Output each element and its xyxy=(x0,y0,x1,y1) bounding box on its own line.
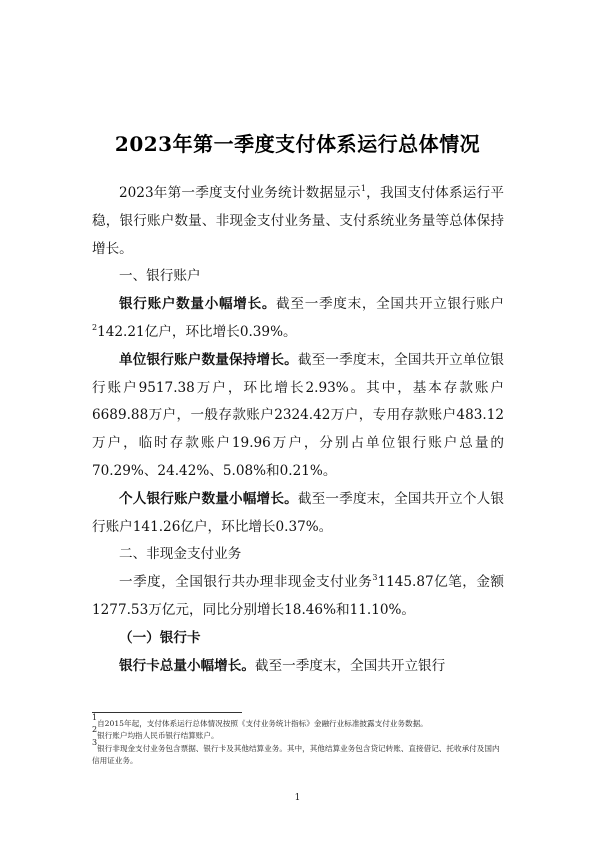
footnote-2 xyxy=(92,725,504,742)
subheading-bank-cards-label: （一）银行卡 xyxy=(119,629,201,646)
lead-unit-accounts: 单位银行账户数量保持增长。 xyxy=(119,351,298,368)
paragraph-noncash-payments xyxy=(92,569,504,625)
page-number: 1 xyxy=(294,793,301,803)
text-noncash-2: 1145.87亿笔，金额1277.53万亿元，同比分别增长18.46%和11.10%。 xyxy=(92,574,505,618)
footnote-ref-1: 1 xyxy=(360,184,366,193)
footnote-ref-2: 2 xyxy=(92,322,98,332)
lead-bank-cards: 银行卡总量小幅增长。 xyxy=(119,657,255,674)
paragraph-bank-cards xyxy=(92,653,504,681)
subheading-bank-cards xyxy=(92,625,504,653)
intro-text-2: ，我国支付体系运行平稳，银行账户数量、非现金支付业务量、支付系统业务量等总体保持增长。 xyxy=(92,185,504,257)
footnote-ref-3: 3 xyxy=(372,573,378,583)
text-bank-accounts-2: 142.21亿户，环比增长0.39%。 xyxy=(97,323,297,340)
lead-personal-accounts: 个人银行账户数量小幅增长。 xyxy=(119,490,298,507)
text-unit-accounts: 截至一季度末，全国共开立单位银行账户9517.38万户，环比增长2.93%。其中，基本存款账户6689.88万户，一般存款账户2324.42万户，专用存款账户483.12万户，临时存款账户19.96万户，分别占单位银行账户总量的70.29%、24.42%、5.08%和0.21%。 xyxy=(92,351,505,479)
footnote-2-text: 银行账户均指人民币银行结算账户。 xyxy=(97,731,219,741)
section-heading-noncash-payments: 二、非现金支付业务 xyxy=(119,546,242,563)
paragraph-personal-accounts xyxy=(92,486,504,542)
footnote-3-num: 3 xyxy=(92,737,98,747)
paragraph-bank-accounts xyxy=(92,291,504,347)
footnote-1 xyxy=(92,713,504,730)
text-bank-accounts-1: 截至一季度末，全国共开立银行账户 xyxy=(276,296,505,313)
footnote-1-num: 1 xyxy=(92,713,98,722)
footnote-divider xyxy=(92,712,242,713)
footnote-3-text: 银行非现金支付业务包含票据、银行卡及其他结算业务。其中，其他结算业务包含贷记转账、直接借记、托收承付及国内信用证业务。 xyxy=(92,743,500,766)
footnote-3 xyxy=(92,737,504,768)
document-title: 2023年第一季度支付体系运行总体情况 xyxy=(114,132,481,156)
text-personal-accounts: 截至一季度末，全国共开立个人银行账户141.26亿户，环比增长0.37%。 xyxy=(92,490,505,535)
footnotes xyxy=(92,713,504,768)
text-bank-cards: 截至一季度末，全国共开立银行 xyxy=(254,657,446,674)
intro-paragraph xyxy=(92,180,504,263)
intro-text-1: 2023年第一季度支付业务统计数据显示 xyxy=(119,185,361,201)
lead-bank-accounts: 银行账户数量小幅增长。 xyxy=(119,296,277,313)
footnote-2-num: 2 xyxy=(92,725,98,735)
section-heading-bank-accounts: 一、银行账户 xyxy=(119,268,201,285)
footnote-1-text: 自2015年起，支付体系运行总体情况按照《支付业务统计指标》金融行业标准披露支付业务数据。 xyxy=(97,719,428,728)
text-noncash-1: 一季度，全国银行共办理非现金支付业务 xyxy=(119,574,373,591)
paragraph-unit-accounts xyxy=(92,347,504,486)
document-body xyxy=(92,180,504,680)
